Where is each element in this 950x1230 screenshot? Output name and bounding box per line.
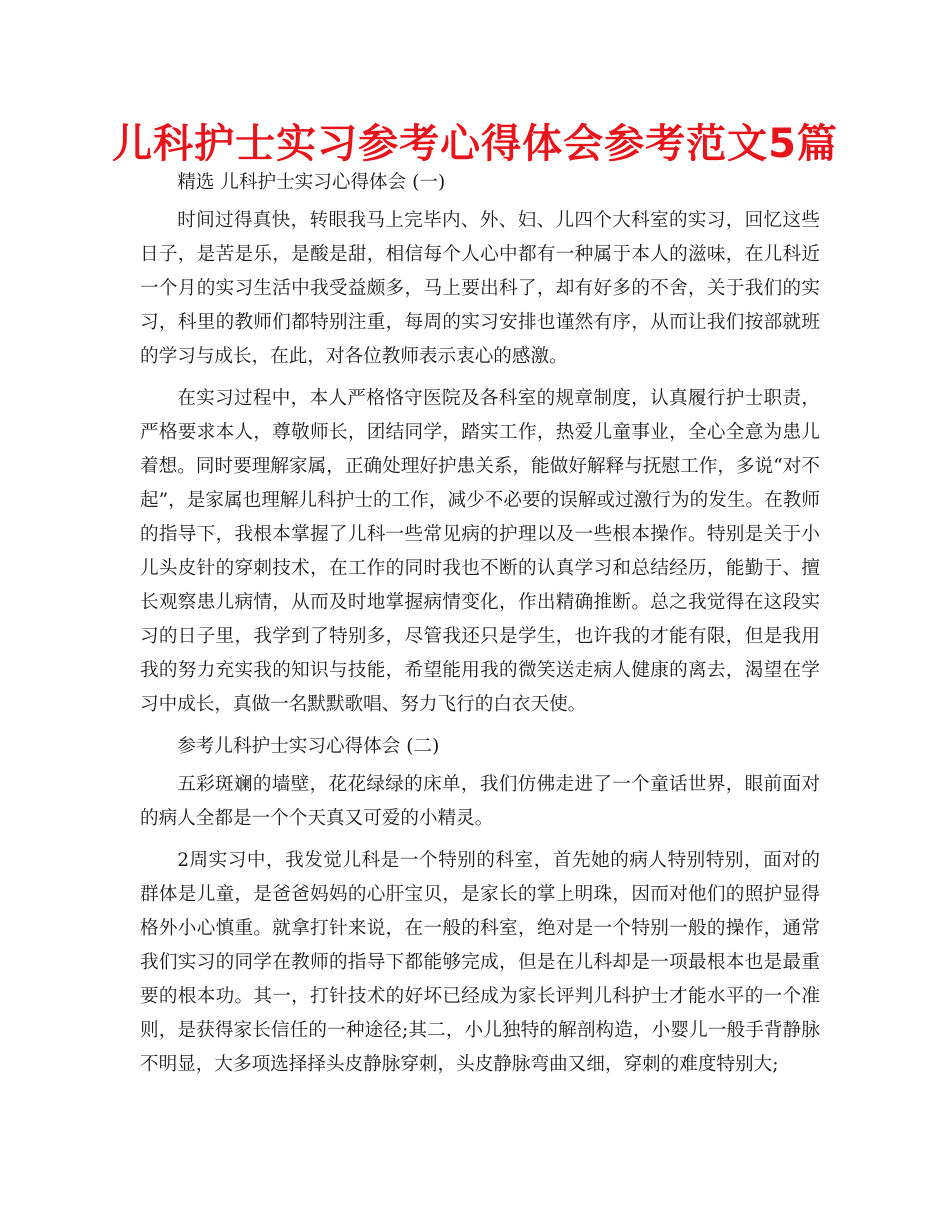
section-heading: 精选 儿科护士实习心得体会 (一) — [177, 172, 446, 193]
document-title: 儿科护士实习参考心得体会参考范文5篇 — [112, 121, 838, 167]
paragraph: 2周实习中，我发觉儿科是一个特别的科室，首先她的病人特别特别，面对的群体是儿童，是爸爸妈妈的心肝宝贝，是家长的掌上明珠，因而对他们的照护显得格外小心慎重。就拿打针来说，在一般的科室，绝对是一个特别一般的操作，通常我们实习的同学在教师的指导下都能够完成，但是在儿科却是一项最根本也是最重要的根本功。其一，打针技术的好坏已经成为家长评判儿科护士才能水平的一个准则，是获得家长信任的一种途径;其二，小儿独特的解剖构造，小婴儿一般手背静脉不明显，大多项选择择头皮静脉穿刺，头皮静脉弯曲又细，穿刺的难度特别大; — [140, 850, 820, 1075]
document-body — [140, 166, 820, 1082]
section-heading: 参考儿科护士实习心得体会 (二) — [177, 736, 440, 757]
paragraph: 在实习过程中，本人严格恪守医院及各科室的规章制度，认真履行护士职责，严格要求本人，尊敬师长，团结同学，踏实工作，热爱儿童事业，全心全意为患儿着想。同时要理解家属，正确处理好护患关系，能做好解释与抚慰工作，多说“对不起”，是家属也理解儿科护士的工作，减少不必要的误解或过激行为的发生。在教师的指导下，我根本掌握了儿科一些常见病的护理以及一些根本操作。特别是关于小儿头皮针的穿刺技术，在工作的同时我也不断的认真学习和总结经历，能勤于、擅长观察患儿病情，从而及时地掌握病情变化，作出精确推断。总之我觉得在这段实习的日子里，我学到了特别多，尽管我还只是学生，也许我的才能有限，但是我用我的努力充实我的知识与技能，希望能用我的微笑送走病人健康的离去，渴望在学习中成长，真做一名默默歌唱、努力飞行的白衣天使。 — [140, 388, 820, 715]
paragraph: 五彩斑斓的墙壁，花花绿绿的床单，我们仿佛走进了一个童话世界，眼前面对的病人全都是一个个天真又可爱的小精灵。 — [140, 774, 820, 829]
paragraph: 时间过得真快，转眼我马上完毕内、外、妇、儿四个大科室的实习，回忆这些日子，是苦是乐，是酸是甜，相信每个人心中都有一种属于本人的滋味，在儿科近一个月的实习生活中我受益颇多，马上要出科了，却有好多的不舍，关于我们的实习，科里的教师们都特别注重，每周的实习安排也谨然有序，从而让我们按部就班的学习与成长，在此，对各位教师表示衷心的感激。 — [140, 210, 820, 367]
